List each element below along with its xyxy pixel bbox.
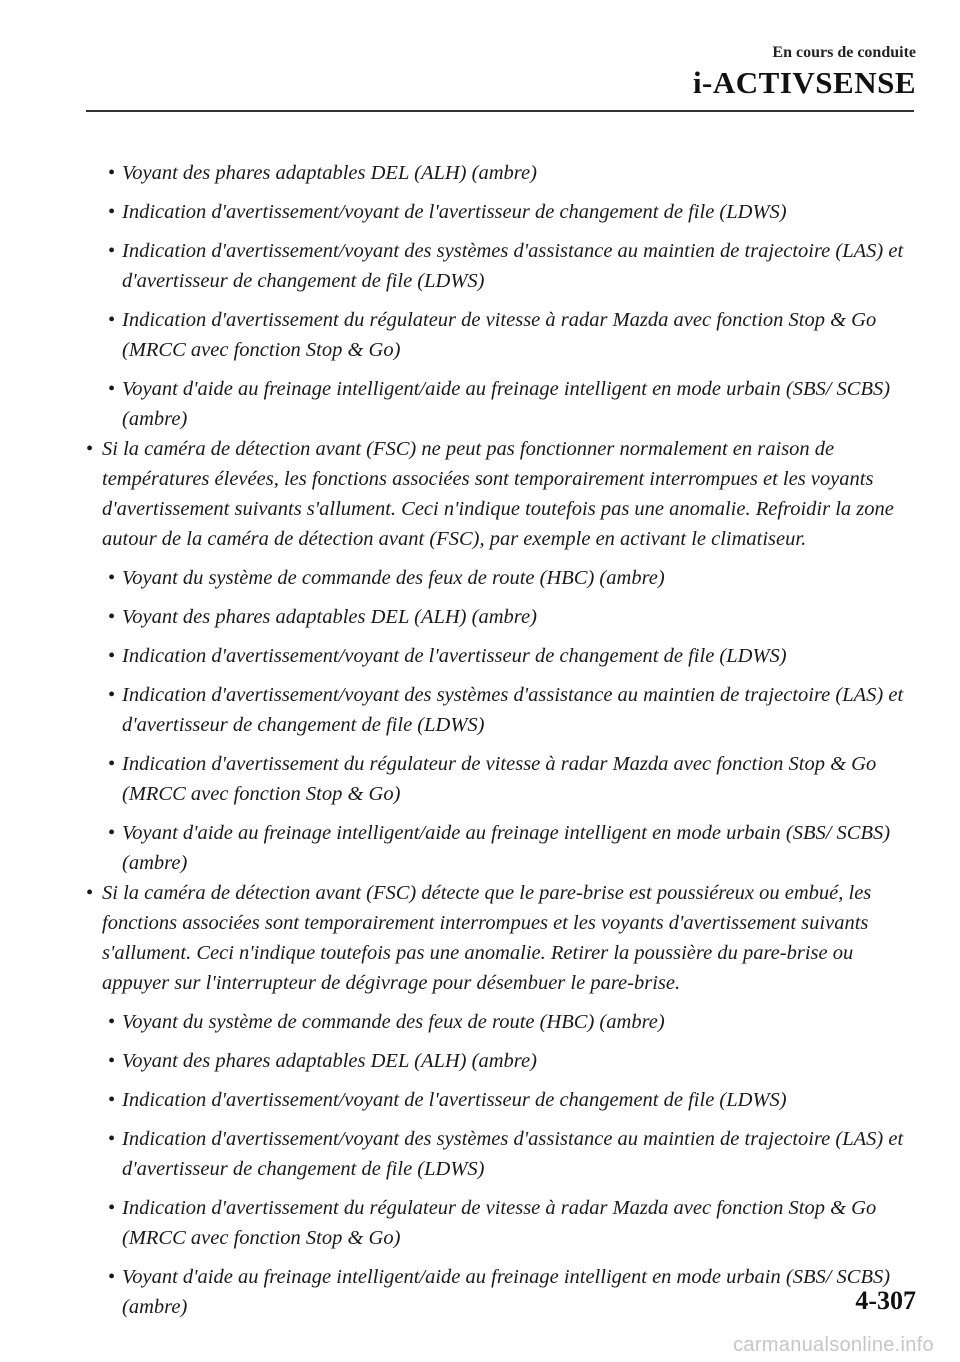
sub-list-item (86, 1262, 918, 1322)
sub-list-item-text: Voyant des phares adaptables DEL (ALH) (ambre) (122, 1050, 537, 1072)
bullet-icon: • (108, 309, 116, 331)
sub-list-item (86, 563, 918, 593)
bullet-icon: • (108, 162, 116, 184)
sub-list-item-text: Indication d'avertissement/voyant de l'avertisseur de changement de file (LDWS) (122, 1089, 787, 1111)
sub-list-item (86, 1085, 918, 1115)
sub-list-item-text: Voyant d'aide au freinage intelligent/aide au freinage intelligent en mode urbain (SBS/ SCBS) (ambre) (122, 1266, 891, 1318)
sub-list-item-text: Indication d'avertissement du régulateur de vitesse à radar Mazda avec fonction Stop & Go (MRCC avec fonction Stop & Go) (122, 309, 877, 361)
bullet-icon: • (108, 567, 116, 589)
sub-list-item (86, 236, 918, 296)
chapter-title: i-ACTIVSENSE (692, 65, 916, 100)
bullet-icon: • (108, 201, 116, 223)
bullet-icon: • (108, 1128, 116, 1150)
bullet-icon: • (108, 378, 116, 400)
sub-list-item-text: Voyant des phares adaptables DEL (ALH) (ambre) (122, 162, 537, 184)
sub-list-item-text: Voyant du système de commande des feux de route (HBC) (ambre) (122, 567, 665, 589)
page-number: 4-307 (855, 1286, 916, 1315)
sub-list-item (86, 602, 918, 632)
list-item (86, 878, 918, 998)
bullet-icon: • (86, 882, 94, 904)
sub-list-item (86, 749, 918, 809)
header-rule (86, 110, 914, 112)
sub-list-item (86, 1193, 918, 1253)
page-header (693, 44, 916, 101)
sub-list-item (86, 818, 918, 878)
bullet-icon: • (108, 240, 116, 262)
sub-list-item-text: Indication d'avertissement du régulateur de vitesse à radar Mazda avec fonction Stop & Go (MRCC avec fonction Stop & Go) (122, 1197, 877, 1249)
section-label: En cours de conduite (772, 44, 916, 61)
watermark: carmanualsonline.info (733, 1334, 934, 1356)
sub-list-item-text: Voyant d'aide au freinage intelligent/aide au freinage intelligent en mode urbain (SBS/ SCBS) (ambre) (122, 378, 891, 430)
sub-list-item (86, 641, 918, 671)
bullet-icon: • (108, 645, 116, 667)
sub-list-item (86, 374, 918, 434)
sub-list-item (86, 1046, 918, 1076)
sub-list-item (86, 1007, 918, 1037)
page-content (86, 158, 918, 1322)
bullet-icon: • (108, 1197, 116, 1219)
sub-list-item-text: Voyant des phares adaptables DEL (ALH) (ambre) (122, 606, 537, 628)
sub-list-item (86, 305, 918, 365)
sub-list-item (86, 158, 918, 188)
sub-list-item (86, 1124, 918, 1184)
list-item-text: Si la caméra de détection avant (FSC) détecte que le pare-brise est poussiéreux ou embué, les fonctions associées sont temporairement interrompues et les voyants d'avertissement suivants s'allument. Ceci n'indique toutefois pas une anomalie. Retirer la poussière du pare-brise ou appuyer sur l'interrupteur de dégivrage pour désembuer le pare-brise. (102, 882, 872, 994)
sub-list-item-text: Voyant du système de commande des feux de route (HBC) (ambre) (122, 1011, 665, 1033)
bullet-icon: • (108, 822, 116, 844)
sub-list-item (86, 680, 918, 740)
sub-list-item-text: Voyant d'aide au freinage intelligent/aide au freinage intelligent en mode urbain (SBS/ SCBS) (ambre) (122, 822, 891, 874)
sub-list-item-text: Indication d'avertissement/voyant des systèmes d'assistance au maintien de trajectoire (LAS) et d'avertisseur de changement de file (LDWS) (122, 1128, 904, 1180)
sub-list-item-text: Indication d'avertissement/voyant des systèmes d'assistance au maintien de trajectoire (LAS) et d'avertisseur de changement de file (LDWS) (122, 684, 904, 736)
list-item (86, 434, 918, 554)
bullet-icon: • (86, 438, 94, 460)
bullet-icon: • (108, 753, 116, 775)
list-item-text: Si la caméra de détection avant (FSC) ne peut pas fonctionner normalement en raison de températures élevées, les fonctions associées sont temporairement interrompues et les voyants d'avertissement suivants s'allument. Ceci n'indique toutefois pas une anomalie. Refroidir la zone autour de la caméra de détection avant (FSC), par exemple en activant le climatiseur. (102, 438, 894, 550)
bullet-icon: • (108, 1011, 116, 1033)
bullet-icon: • (108, 606, 116, 628)
bullet-icon: • (108, 1089, 116, 1111)
sub-list-item-text: Indication d'avertissement du régulateur de vitesse à radar Mazda avec fonction Stop & Go (MRCC avec fonction Stop & Go) (122, 753, 877, 805)
sub-list-item-text: Indication d'avertissement/voyant des systèmes d'assistance au maintien de trajectoire (LAS) et d'avertisseur de changement de file (LDWS) (122, 240, 904, 292)
bullet-icon: • (108, 1050, 116, 1072)
bullet-icon: • (108, 684, 116, 706)
sub-list-item-text: Indication d'avertissement/voyant de l'avertisseur de changement de file (LDWS) (122, 645, 787, 667)
bullet-icon: • (108, 1266, 116, 1288)
sub-list-item (86, 197, 918, 227)
sub-list-item-text: Indication d'avertissement/voyant de l'avertisseur de changement de file (LDWS) (122, 201, 787, 223)
